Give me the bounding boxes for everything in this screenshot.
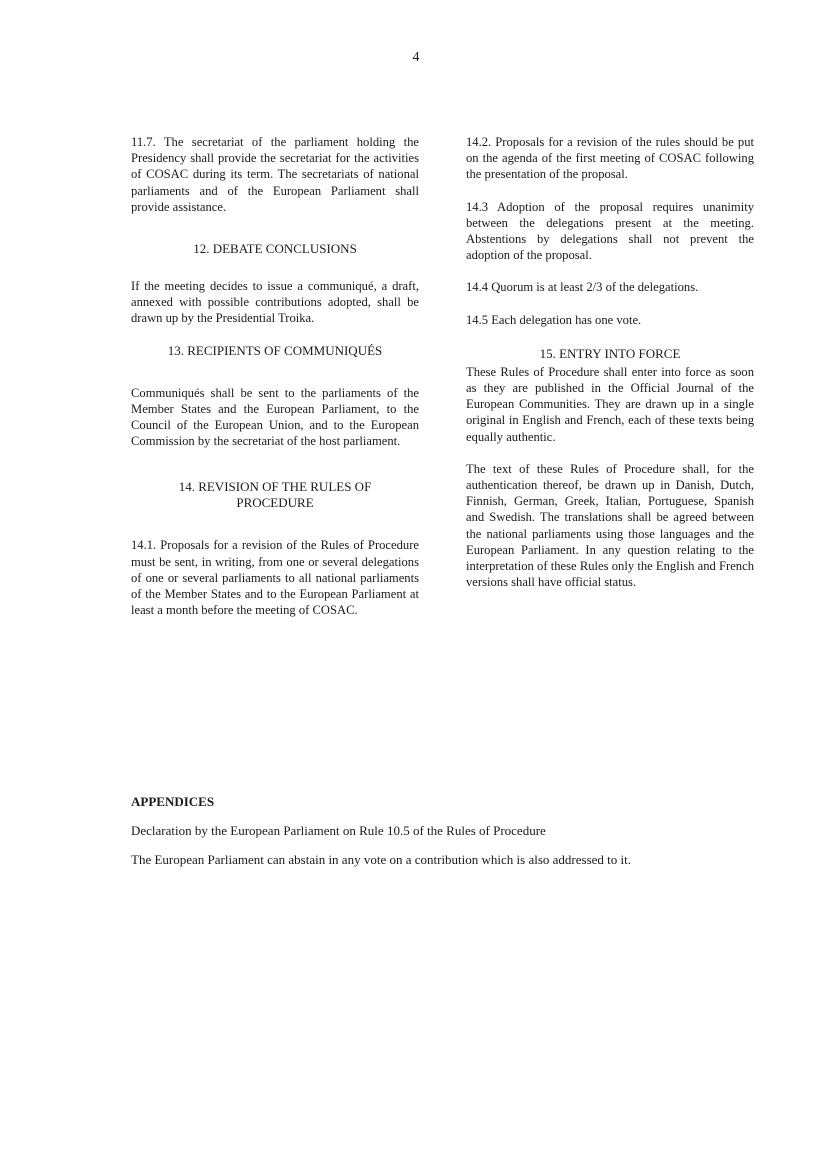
paragraph-14-2: 14.2. Proposals for a revision of the rules should be put on the agenda of the first meeting of COSAC following the presentation of the proposal. (466, 135, 754, 182)
paragraph-11-7: 11.7. The secretariat of the parliament holding the Presidency shall provide the secretariat for the activities of COSAC during its term. The secretariats of national parliaments and of the European Parliament shall provide assistance. (131, 135, 419, 214)
appendices-declaration: Declaration by the European Parliament on Rule 10.5 of the Rules of Procedure (131, 823, 546, 838)
paragraph-14-5: 14.5 Each delegation has one vote. (466, 312, 642, 327)
paragraph-14-4: 14.4 Quorum is at least 2/3 of the delegations. (466, 280, 699, 295)
paragraph-15-b: The text of these Rules of Procedure shall, for the authentication thereof, be drawn up in Danish, Dutch, Finnish, German, Greek, Italian, Portuguese, Spanish and Swedish. The translations shall be agreed between the national parliaments using those languages and the European Parliament. In any question relating to the interpretation of these Rules only the English and French versions shall have official status. (466, 461, 754, 590)
page-number: 4 (412, 50, 420, 65)
appendices-statement: The European Parliament can abstain in any vote on a contribution which is also addressed to it. (131, 852, 632, 867)
appendices-title: APPENDICES (131, 794, 215, 809)
heading-revision-line-2: PROCEDURE (236, 495, 314, 511)
heading-revision-line-1: 14. REVISION OF THE RULES OF (178, 479, 372, 495)
paragraph-15-a: These Rules of Procedure shall enter into force as soon as they are published in the Official Journal of the European Communities. They are drawn up in a single original in English and French, each of these texts being equally authentic. (466, 364, 754, 444)
paragraph-13: Communiqués shall be sent to the parliaments of the Member States and the European Parliament, to the Council of the European Union, and to the European Commission by the secretariat of the host parliament. (131, 385, 419, 449)
left-column (131, 134, 419, 634)
paragraph-12: If the meeting decides to issue a communiqué, a draft, annexed with possible contributions adopted, shall be drawn up by the Presidential Troika. (131, 279, 419, 326)
heading-debate-conclusions: 12. DEBATE CONCLUSIONS (193, 241, 357, 257)
heading-recipients-of-communiques: 13. RECIPIENTS OF COMMUNIQUÉS (167, 342, 383, 358)
appendices-section (131, 794, 731, 881)
heading-revision-of-rules (131, 479, 419, 511)
paragraph-14-3: 14.3 Adoption of the proposal requires unanimity between the delegations present at the meeting. Abstentions by delegations shall not prevent the adoption of the proposal. (466, 199, 754, 263)
heading-entry-into-force: 15. ENTRY INTO FORCE (539, 345, 681, 361)
paragraph-14-1: 14.1. Proposals for a revision of the Rules of Procedure must be sent, in writing, from one or several delegations of one or several parliaments to all national parliaments of the Member States and to the European Parliament at least a month before the meeting of COSAC. (131, 538, 419, 618)
right-column (466, 134, 754, 606)
